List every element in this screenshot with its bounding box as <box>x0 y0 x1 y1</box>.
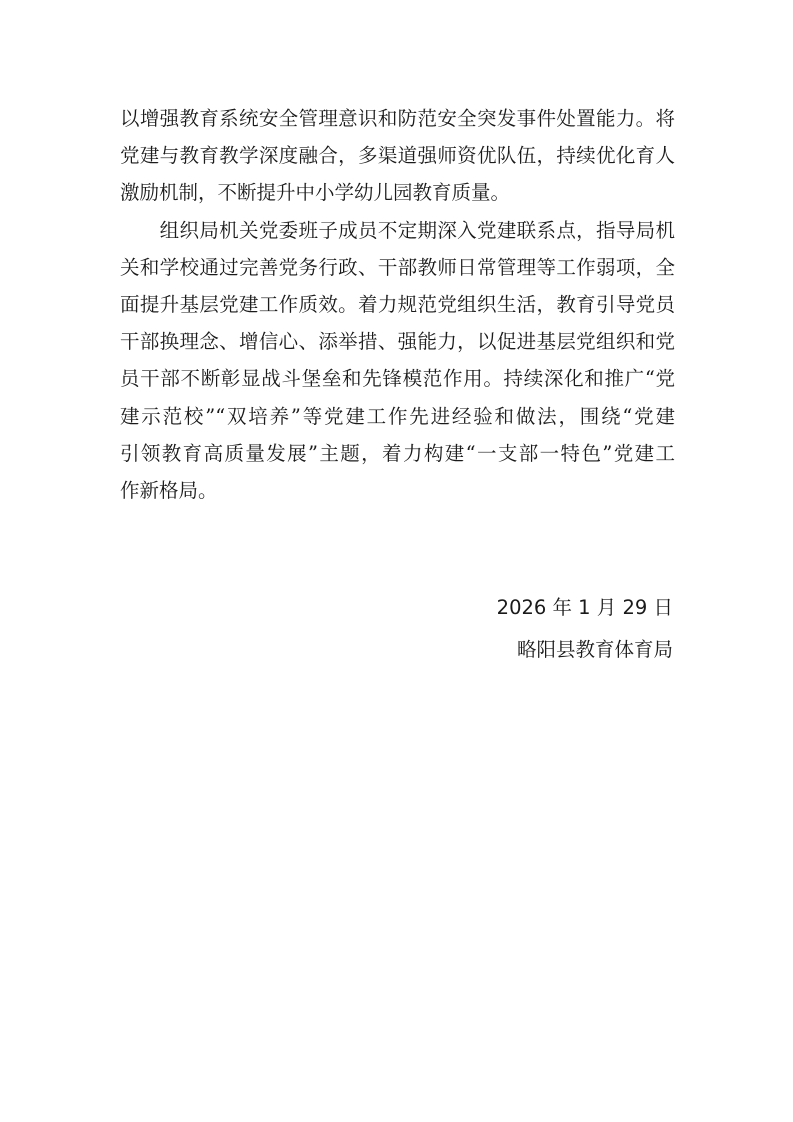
text-line: 干部换理念、增信心、添举措、强能力，以促进基层党组织和党 <box>120 330 675 354</box>
text-line: 党建与教育教学深度融合，多渠道强师资优队伍，持续优化育人 <box>120 144 675 168</box>
signature-organization: 略阳县教育体育局 <box>516 638 673 661</box>
text-line: 引领教育高质量发展”主题，着力构建“一支部一特色”党建工 <box>120 441 675 465</box>
document-body <box>120 100 675 509</box>
paragraph-2 <box>120 212 675 510</box>
text-line: 建示范校”“双培养”等党建工作先进经验和做法，围绕“党建 <box>120 404 675 428</box>
text-line: 员干部不断彰显战斗堡垒和先锋模范作用。持续深化和推广“党 <box>120 367 675 391</box>
text-line: 组织局机关党委班子成员不定期深入党建联系点，指导局机 <box>120 218 675 242</box>
text-line: 关和学校通过完善党务行政、干部教师日常管理等工作弱项，全 <box>120 255 675 279</box>
text-line: 激励机制，不断提升中小学幼儿园教育质量。 <box>120 181 511 205</box>
text-line: 面提升基层党建工作质效。着力规范党组织生活，教育引导党员 <box>120 293 675 317</box>
text-line: 作新格局。 <box>120 479 218 503</box>
signature-date: 2026 年 1 月 29 日 <box>496 596 673 619</box>
text-line: 以增强教育系统安全管理意识和防范安全突发事件处置能力。将 <box>120 107 675 130</box>
paragraph-1 <box>120 100 675 212</box>
